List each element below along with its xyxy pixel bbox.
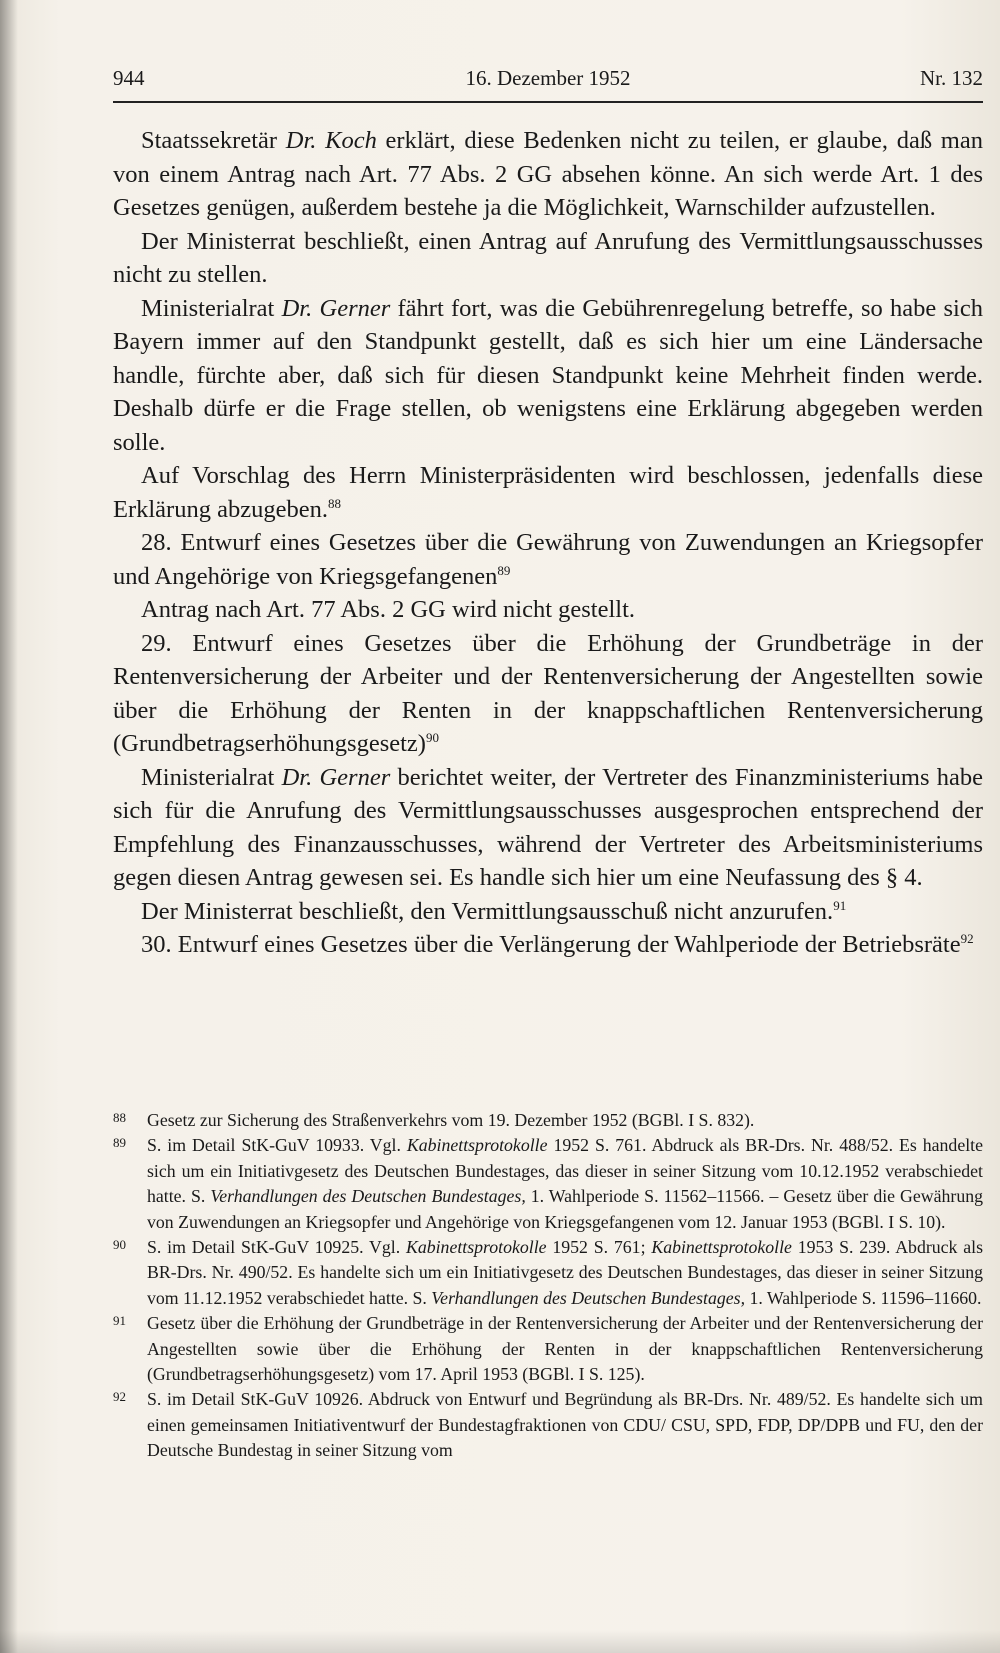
page-binding-shadow xyxy=(0,0,18,1653)
paragraph: Ministerialrat Dr. Gerner berichtet weiter, der Vertreter des Finanzministeriums habe sich für die Anrufung des Vermittlungsausschusses ausgesprochen entsprechend der Empfehlung des Finanzausschusses, während der Vertreter des Arbeitsministeriums gegen diesen Antrag gewesen sei. Es handle sich hier um eine Neufassung des § 4. xyxy=(113,763,983,891)
paragraph: Antrag nach Art. 77 Abs. 2 GG wird nicht gestellt. xyxy=(141,596,636,623)
footnote-ref: 92 xyxy=(960,931,974,946)
footnotes xyxy=(113,1108,983,1464)
main-text xyxy=(113,124,983,962)
page-bottom-shadow xyxy=(0,1630,1000,1653)
footnote-92: 92 S. im Detail StK-GuV 10926. Abdruck von Entwurf und Begründung als BR-Drs. Nr. 489/52. Es handelte sich um einen gemeinsamen Initiativentwurf der Bundestagfraktionen von CDU/ CSU, SPD, FDP, DP/DPB und FU, den der Deutsche Bundestag in seiner Sitzung vom xyxy=(113,1387,983,1463)
footnote-ref: 89 xyxy=(497,562,511,578)
agenda-item-29: 29. Entwurf eines Gesetzes über die Erhöhung der Grundbeträge in der Rentenversicherung der Arbeiter und der Rentenversicherung der Angestellten sowie über die Erhöhung der Renten in der knappschaftlichen Rentenversicherung (Grundbetragserhöhungsgesetz)$^{90}$ xyxy=(113,629,983,757)
header-date: 16. Dezember 1952 xyxy=(465,66,631,90)
page-number: 944 xyxy=(113,66,145,90)
agenda-item-30: 30. Entwurf eines Gesetzes über die Verlängerung der Wahlperiode der Betriebsräte$^{92}$ xyxy=(141,931,974,958)
footnote-ref: 88 xyxy=(327,495,341,511)
speaker-name: Dr. Gerner xyxy=(281,294,391,322)
paragraph: Auf Vorschlag des Herrn Ministerpräsidenten wird beschlossen, jedenfalls diese Erklärung abzugeben.$^{88}$ xyxy=(113,462,983,523)
footnote-number: 88 xyxy=(113,1110,126,1125)
footnote-number: 91 xyxy=(113,1313,126,1329)
footnote-number: 89 xyxy=(113,1135,126,1151)
agenda-item-28: 28. Entwurf eines Gesetzes über die Gewährung von Zuwendungen an Kriegsopfer und Angehörige von Kriegsgefangenen$^{89}$ xyxy=(113,529,983,590)
paragraph: Ministerialrat Dr. Gerner fährt fort, was die Gebührenregelung betreffe, so habe sich Bayern immer auf den Standpunkt gestellt, daß es sich hier um eine Ländersache handle, fürchte aber, daß sich für diesen Standpunkt keine Mehrheit finden werde. Deshalb dürfe er die Frage stellen, ob wenigstens eine Erklärung abgegeben werden solle. xyxy=(113,294,983,456)
paragraph: Der Ministerrat beschließt, einen Antrag auf Anrufung des Vermittlungsausschusses nicht zu stellen. xyxy=(113,227,983,288)
footnote-number: 90 xyxy=(113,1237,126,1253)
footnote-90: 90 S. im Detail StK-GuV 10925. Vgl. Kabinettsprotokolle 1952 S. 761; Kabinettsprotokolle 1953 S. 239. Abdruck als BR-Drs. Nr. 490/52. Es handelte sich um ein Initiativgesetz des Deutschen Bundestages, das dieser in seiner Sitzung vom 11.12.1952 verabschiedet hatte. S. Verhandlungen des Deutschen Bundestages, 1. Wahlperiode S. 11596–11660. xyxy=(113,1235,983,1311)
speaker-name: Dr. Gerner xyxy=(281,763,391,791)
footnote-ref: 90 xyxy=(425,730,439,745)
footnote-88: 88 Gesetz zur Sicherung des Straßenverkehrs vom 19. Dezember 1952 (BGBl. I S. 832). xyxy=(113,1108,983,1133)
footnote-ref: 91 xyxy=(833,897,847,913)
footnote-number: 92 xyxy=(113,1389,126,1405)
footnote-91: 91 Gesetz über die Erhöhung der Grundbeträge in der Rentenversicherung der Arbeiter und der Rentenversicherung der Angestellten sowie über die Erhöhung der Renten in der knappschaftlichen Rentenversicherung (Grundbetragserhöhungsgesetz) vom 17. April 1953 (BGBl. I S. 125). xyxy=(113,1311,983,1387)
header-issue-number: Nr. 132 xyxy=(920,66,983,90)
header-rule xyxy=(113,101,983,103)
speaker-name: Dr. Koch xyxy=(285,127,377,154)
running-header xyxy=(113,66,983,100)
paragraph: Der Ministerrat beschließt, den Vermittlungsausschuß nicht anzurufen.$^{91}$ xyxy=(141,897,847,925)
footnote-89: 89 S. im Detail StK-GuV 10933. Vgl. Kabinettsprotokolle 1952 S. 761. Abdruck als BR-Drs. Nr. 488/52. Es handelte sich um ein Initiativgesetz des Deutschen Bundestages, das dieser in seiner Sitzung vom 10.12.1952 verabschiedet hatte. S. Verhandlungen des Deutschen Bundestages, 1. Wahlperiode S. 11562–11566. – Gesetz über die Gewährung von Zuwendungen an Kriegsopfer und Angehörige von Kriegsgefangenen vom 12. Januar 1953 (BGBl. I S. 10). xyxy=(113,1133,983,1235)
paragraph: Staatssekretär Dr. Koch erklärt, diese Bedenken nicht zu teilen, er glaube, daß man von einem Antrag nach Art. 77 Abs. 2 GG absehen könne. An sich werde Art. 1 des Gesetzes genügen, außerdem bestehe ja die Möglichkeit, Warnschilder aufzustellen. xyxy=(113,127,983,221)
